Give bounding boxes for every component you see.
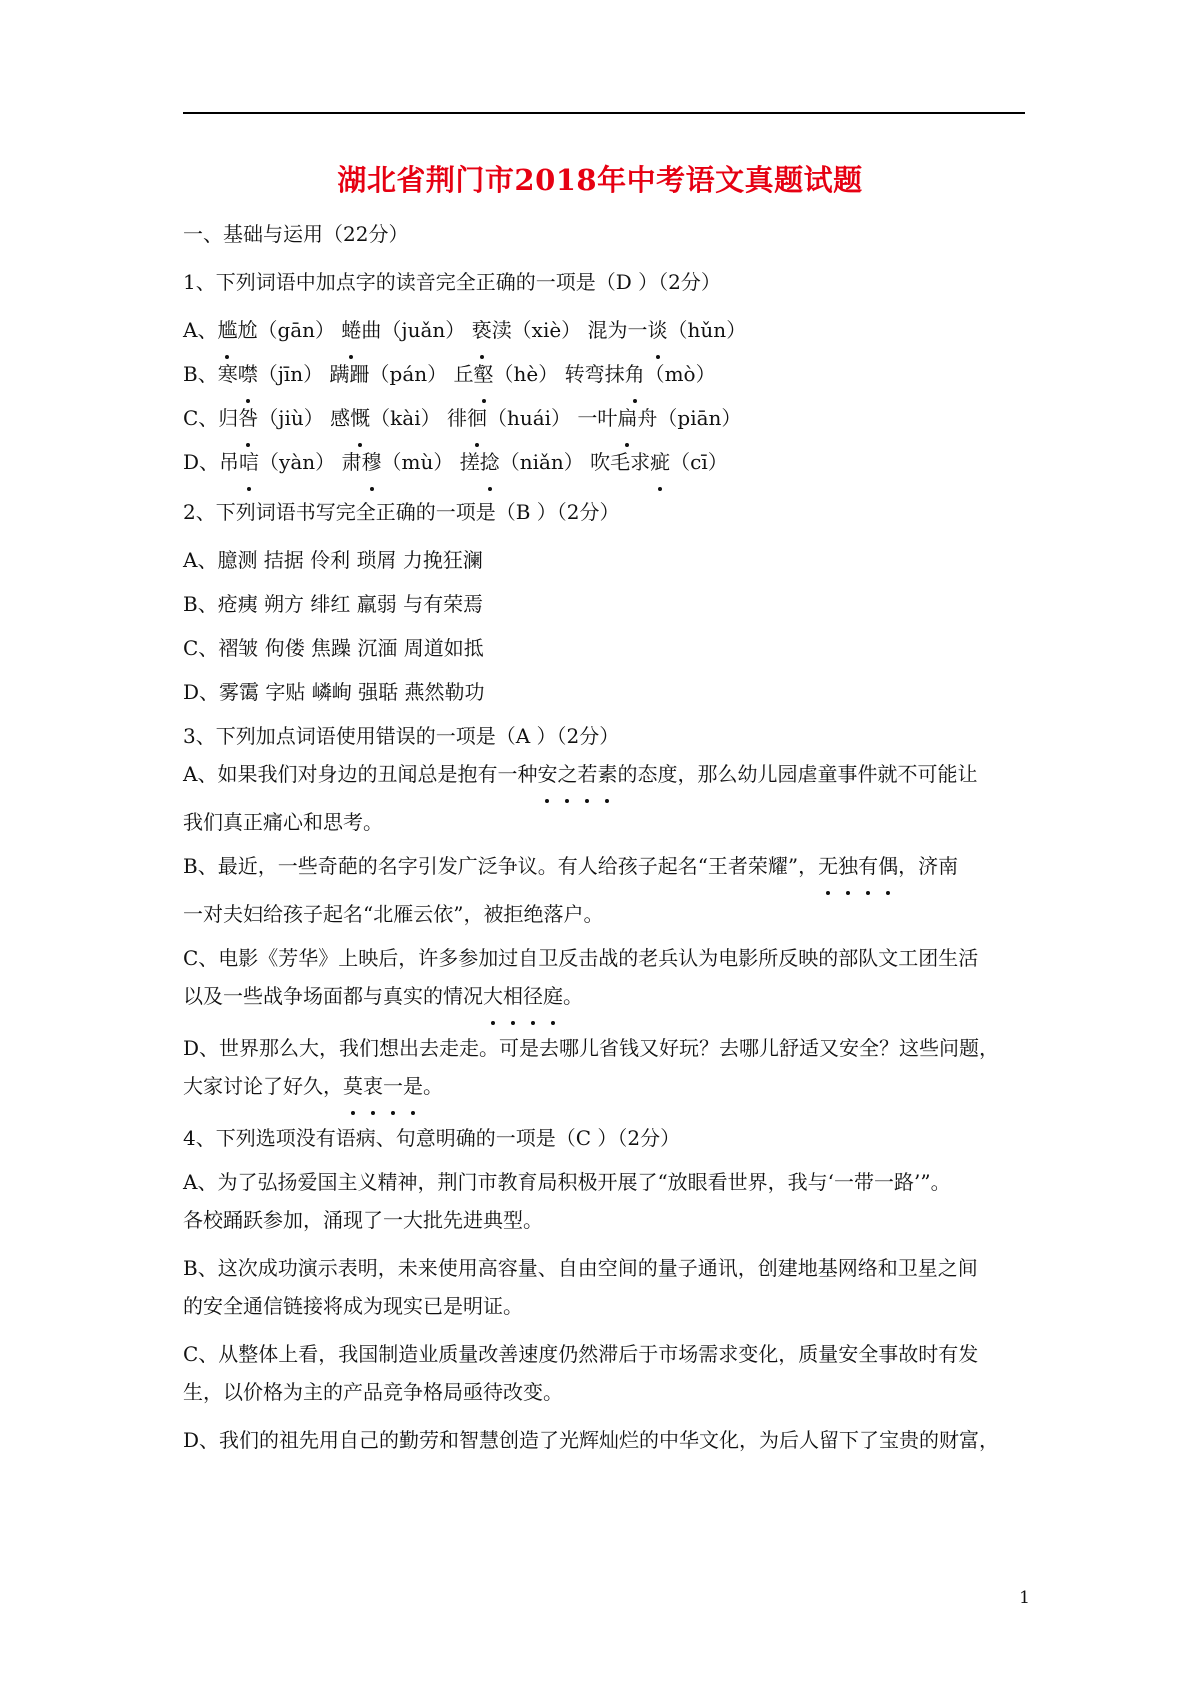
q4-option-b-line2: 的安全通信链接将成为现实已是明证。	[183, 1294, 523, 1318]
q4-option-a-line1: A、为了弘扬爱国主义精神，荆门市教育局积极开展了“放眼看世界，我与‘一带一路’”。	[183, 1170, 951, 1194]
q3-option-b-line2: 一对夫妇给孩子起名“北雁云依”，被拒绝落户。	[183, 902, 604, 926]
question-4-stem: 4、下列选项没有语病、句意明确的一项是（C ）（2分）	[183, 1126, 681, 1150]
q4-option-b-line1: B、这次成功演示表明，未来使用高容量、自由空间的量子通讯，创建地基网络和卫星之间	[183, 1256, 978, 1280]
q3-option-c-line1: C、电影《芳华》上映后，许多参加过自卫反击战的老兵认为电影所反映的部队文工团生活	[183, 946, 979, 970]
q2-option-a: A、臆测 拮据 伶利 琐屑 力挽狂澜	[183, 548, 483, 572]
q3-option-c-line2: 以及一些战争场面都与真实的情况大相径庭。	[183, 972, 1025, 1024]
q4-option-c-line1: C、从整体上看，我国制造业质量改善速度仍然滞后于市场需求变化，质量安全事故时有发	[183, 1342, 979, 1366]
q4-option-c-line2: 生，以价格为主的产品竞争格局亟待改变。	[183, 1380, 563, 1404]
q2-option-d: D、雾霭 字贴 嶙峋 强聒 燕然勒功	[183, 680, 485, 704]
q4-option-a-line2: 各校踊跃参加，涌现了一大批先进典型。	[183, 1208, 543, 1232]
page-title: 湖北省荆门市2018年中考语文真题试题	[337, 163, 863, 197]
q3-option-d-line1: D、世界那么大，我们想出去走走。可是去哪儿省钱又好玩？去哪儿舒适又安全？这些问题，	[183, 1036, 1000, 1060]
page-number: 1	[1019, 1588, 1030, 1608]
question-3-stem: 3、下列加点词语使用错误的一项是（A ）（2分）	[183, 724, 620, 748]
question-1-stem: 1、下列词语中加点字的读音完全正确的一项是（D ）（2分）	[183, 270, 721, 294]
q1-option-c: C、归咎（jiù） 感慨（kài） 徘徊（huái） 一叶扁舟（piān）	[183, 394, 1025, 438]
q4-option-d-line1: D、我们的祖先用自己的勤劳和智慧创造了光辉灿烂的中华文化，为后人留下了宝贵的财富，	[183, 1428, 1000, 1452]
q2-option-c: C、褶皱 佝偻 焦躁 沉湎 周道如抵	[183, 636, 484, 660]
q3-option-a-line1: A、如果我们对身边的丑闻总是抱有一种安之若素的态度，那么幼儿园虐童事件就不可能让	[183, 750, 1025, 798]
q1-option-d: D、吊唁（yàn） 肃穆（mù） 搓捻（niǎn） 吹毛求疵（cī）	[183, 438, 1025, 488]
q1-option-a: A、尴尬（gān） 蜷曲（juǎn） 亵渎（xiè） 混为一谈（hǔn）	[183, 306, 1025, 350]
q3-option-a-line2: 我们真正痛心和思考。	[183, 810, 383, 834]
q3-option-b-line1: B、最近，一些奇葩的名字引发广泛争议。有人给孩子起名“王者荣耀”，无独有偶，济南	[183, 842, 1025, 890]
q3-option-d-line2: 大家讨论了好久，莫衷一是。	[183, 1062, 1025, 1114]
question-2-stem: 2、下列词语书写完全正确的一项是（B ）（2分）	[183, 500, 620, 524]
header-rule	[183, 112, 1025, 114]
q2-option-b: B、疮痍 朔方 绯红 羸弱 与有荣焉	[183, 592, 484, 616]
q1-option-b: B、寒噤（jīn） 蹒跚（pán） 丘壑（hè） 转弯抹角（mò）	[183, 350, 1025, 394]
document-body	[183, 210, 1025, 1464]
section-heading: 一、基础与运用（22分）	[183, 222, 409, 246]
